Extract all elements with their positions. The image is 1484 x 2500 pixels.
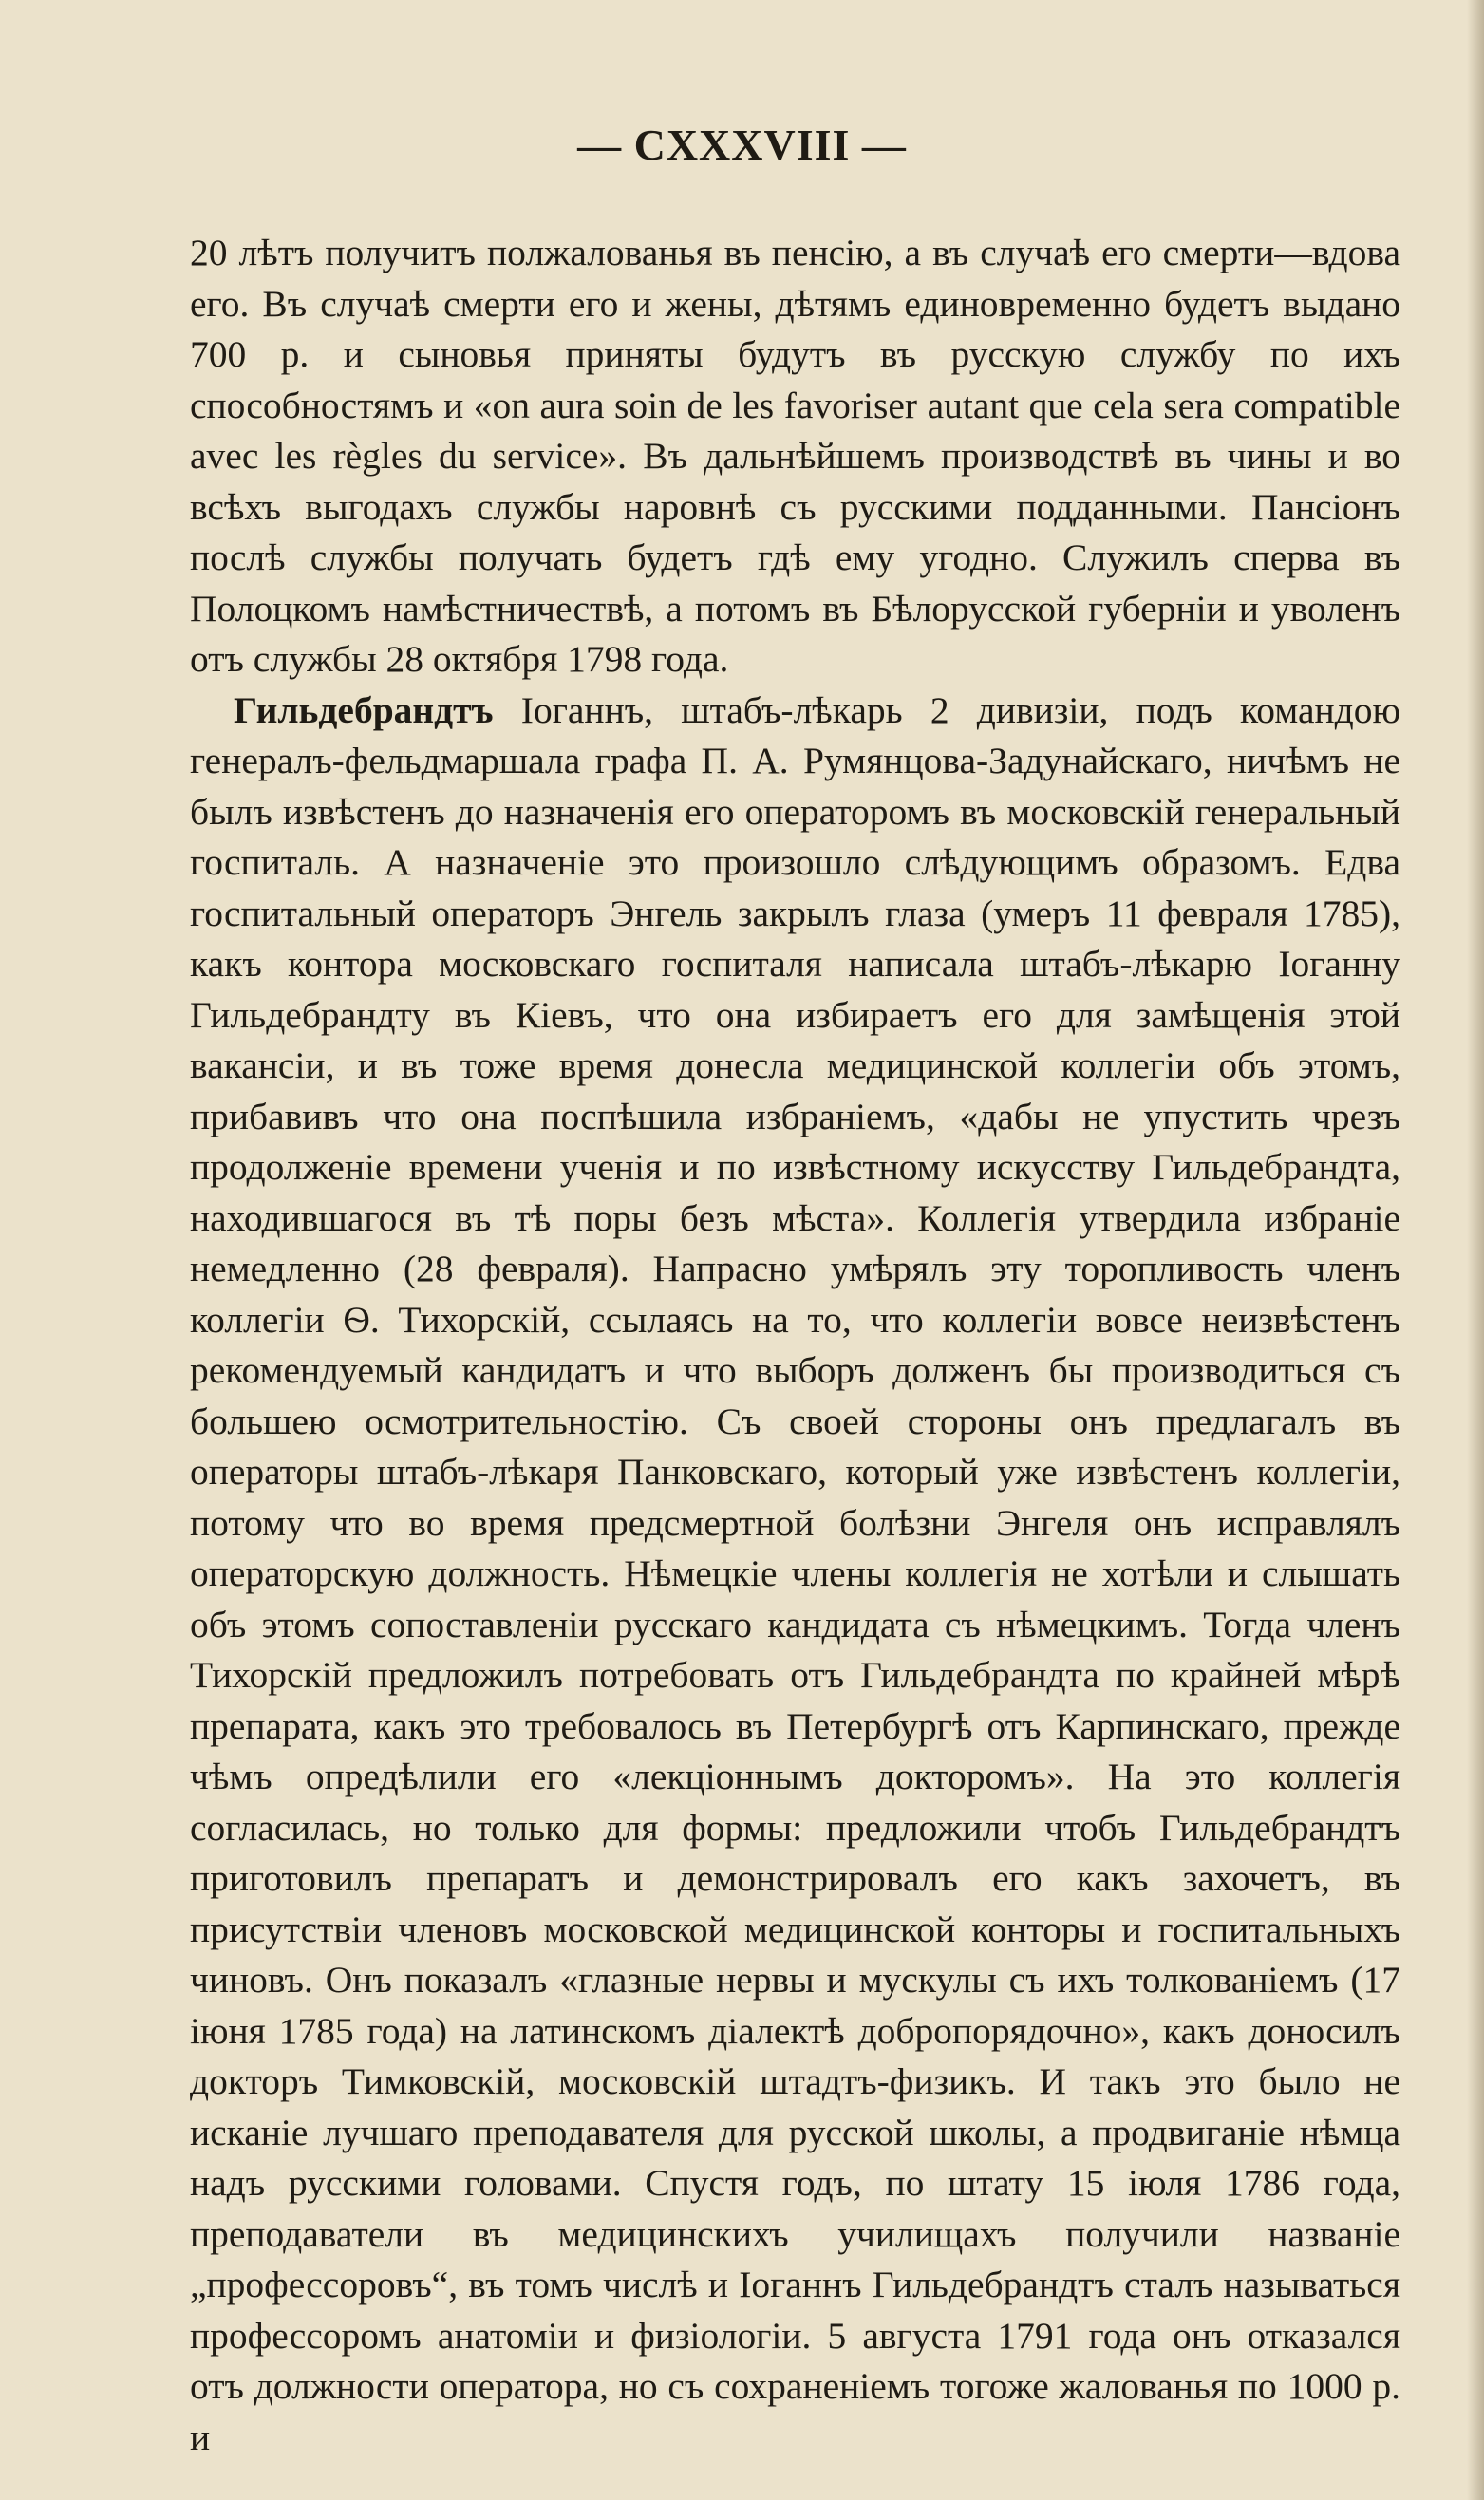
paragraph-1: [190, 228, 1400, 686]
page-edge-shadow: [1467, 0, 1484, 2500]
paragraph-1-text: 20 лѣтъ получитъ полжалованья въ пенсію, а въ случаѣ его смерти—вдова его. Въ случаѣ смерти его и жены, дѣтямъ единовременно будетъ выдано 700 р. и сыновья приняты будутъ въ русскую службу по ихъ способностямъ и «on aura soin de les favoriser autant que cela sera compatible avec les règles du service». Въ дальнѣйшемъ производствѣ въ чины и во всѣхъ выгодахъ службы наровнѣ съ русскими подданными. Пансіонъ послѣ службы получать будетъ гдѣ ему угодно. Служилъ сперва въ Полоцкомъ намѣстничествѣ, а потомъ въ Бѣлорусской губерніи и уволенъ отъ службы 28 октября 1798 года.: [190, 232, 1400, 680]
paragraph-2-text: Іоганнъ, штабъ-лѣкарь 2 дивизіи, подъ командою генералъ-фельдмаршала графа П. А. Румянцова-Задунайскаго, ничѣмъ не былъ извѣстенъ до назначенія его операторомъ въ московскій генеральный госпиталь. А назначеніе это произошло слѣдующимъ образомъ. Едва госпитальный операторъ Энгель закрылъ глаза (умеръ 11 февраля 1785), какъ контора московскаго госпиталя написала штабъ-лѣкарю Іоганну Гильдебрандту въ Кіевъ, что она избираетъ его для замѣщенія этой вакансіи, и въ тоже время донесла медицинской коллегіи объ этомъ, прибавивъ что она поспѣшила избраніемъ, «дабы не упустить чрезъ продолженіе времени ученія и по извѣстному искусству Гильдебрандта, находившагося въ тѣ поры безъ мѣста». Коллегія утвердила избраніе немедленно (28 февраля). Напрасно умѣрялъ эту торопливость членъ коллегіи Ѳ. Тихорскій, ссылаясь на то, что коллегіи вовсе неизвѣстенъ рекомендуемый кандидатъ и что выборъ долженъ бы производиться съ большею осмотрительностію. Съ своей стороны онъ предлагалъ въ операторы штабъ-лѣкаря Панковскаго, который уже извѣстенъ коллегіи, потому что во время предсмертной болѣзни Энгеля онъ исправлялъ операторскую должность. Нѣмецкіе члены коллегія не хотѣли и слышать объ этомъ сопоставленіи русскаго кандидата съ нѣмецкимъ. Тогда членъ Тихорскій предложилъ потребовать отъ Гильдебрандта по крайней мѣрѣ препарата, какъ это требовалось въ Петербургѣ отъ Карпинскаго, прежде чѣмъ опредѣлили его «лекціоннымъ докторомъ». На это коллегія согласилась, но только для формы: предложили чтобъ Гильдебрандтъ приготовилъ препаратъ и демонстрировалъ его какъ захочетъ, въ присутствіи членовъ московской медицинской конторы и госпитальныхъ чиновъ. Онъ показалъ «глазные нервы и мускулы съ ихъ толкованіемъ (17 іюня 1785 года) на латинскомъ діалектѣ добропорядочно», какъ доносилъ докторъ Тимковскій, московскій штадтъ-физикъ. И такъ это было не исканіе лучшаго преподавателя для русской школы, а продвиганіе нѣмца надъ русскими головами. Спустя годъ, по штату 15 іюля 1786 года, преподаватели въ медицинскихъ училищахъ получили названіе „профессоровъ“, въ томъ числѣ и Іоганнъ Гильдебрандтъ сталъ называться профессоромъ анатоміи и физіологіи. 5 августа 1791 года онъ отказался отъ должности оператора, но съ сохраненіемъ тогоже жалованья по 1000 р. и: [190, 688, 1400, 2458]
page-number-header: — CXXXVIII —: [577, 121, 907, 169]
page-body-text: [190, 228, 1400, 2463]
paragraph-2: [190, 686, 1400, 2464]
paragraph-2-lead-name: Гильдебрандтъ: [234, 688, 494, 731]
